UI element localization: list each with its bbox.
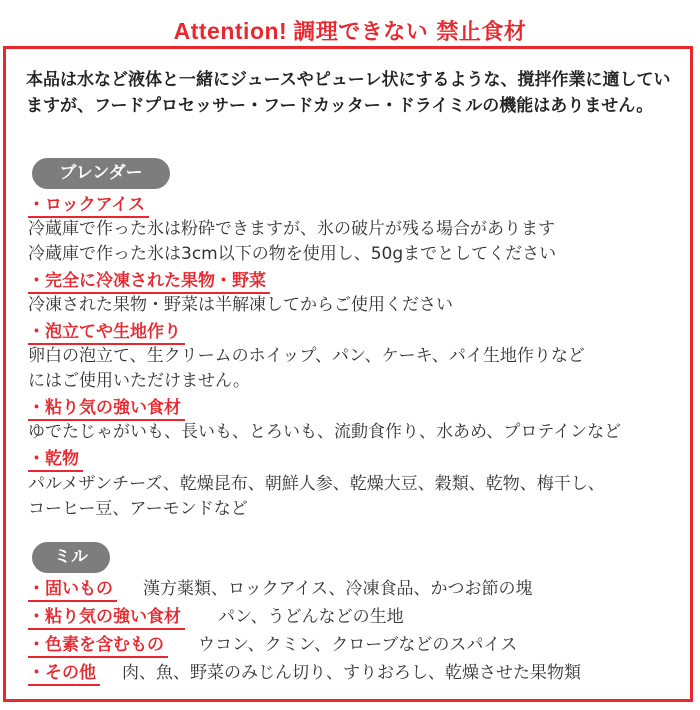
blender-item-line: ゆでたじゃがいも、長いも、とろいも、流動食作り、水あめ、プロテインなど bbox=[28, 422, 622, 442]
blender-item-line: コーヒー豆、アーモンドなど bbox=[28, 499, 248, 519]
blender-item-line: にはご使用いただけません。 bbox=[28, 371, 251, 391]
blender-item-line: 冷蔵庫で作った氷は粉砕できますが、氷の破片が残る場合があります bbox=[28, 219, 555, 239]
blender-item-line: 冷蔵庫で作った氷は3cm以下の物を使用し、50gまでとしてください bbox=[28, 244, 557, 264]
blender-item-heading: ・泡立てや生地作り bbox=[28, 321, 185, 345]
mill-item-heading: ・色素を含むもの bbox=[28, 634, 168, 658]
mill-item-heading: ・粘り気の強い食材 bbox=[28, 606, 185, 630]
mill-item-desc: パン、うどんなどの生地 bbox=[218, 607, 404, 627]
mill-section-label: ミル bbox=[32, 542, 110, 573]
blender-item-heading: ・ロックアイス bbox=[28, 194, 149, 218]
page-title bbox=[0, 15, 700, 46]
mill-item-desc: ウコン、クミン、クローブなどのスパイス bbox=[198, 635, 518, 655]
blender-item-heading: ・乾物 bbox=[28, 448, 83, 472]
blender-item-line: パルメザンチーズ、乾燥昆布、朝鮮人参、乾燥大豆、穀類、乾物、梅干し、 bbox=[28, 474, 605, 494]
blender-item-heading: ・完全に冷凍された果物・野菜 bbox=[28, 270, 270, 294]
mill-item-desc: 漢方薬類、ロックアイス、冷凍食品、かつお節の塊 bbox=[143, 579, 533, 599]
title-attention: Attention! bbox=[173, 18, 288, 44]
blender-item-heading: ・粘り気の強い食材 bbox=[28, 397, 185, 421]
intro-text: 本品は水など液体と一緒にジュースやピューレ状にするような、撹拌作業に適していますが、フードプロセッサー・フードカッター・ドライミルの機能はありません。 bbox=[26, 70, 671, 116]
mill-item-heading: ・固いもの bbox=[28, 578, 117, 602]
mill-item-desc: 肉、魚、野菜のみじん切り、すりおろし、乾燥させた果物類 bbox=[122, 663, 581, 683]
mill-item-heading: ・その他 bbox=[28, 662, 100, 686]
title-text: 調理できない 禁止食材 bbox=[293, 20, 527, 45]
blender-item-line: 卵白の泡立て、生クリームのホイップ、パン、ケーキ、パイ生地作りなど bbox=[28, 346, 585, 366]
blender-item-line: 冷凍された果物・野菜は半解凍してからご使用ください bbox=[28, 295, 453, 315]
blender-section-label: ブレンダー bbox=[32, 158, 170, 189]
